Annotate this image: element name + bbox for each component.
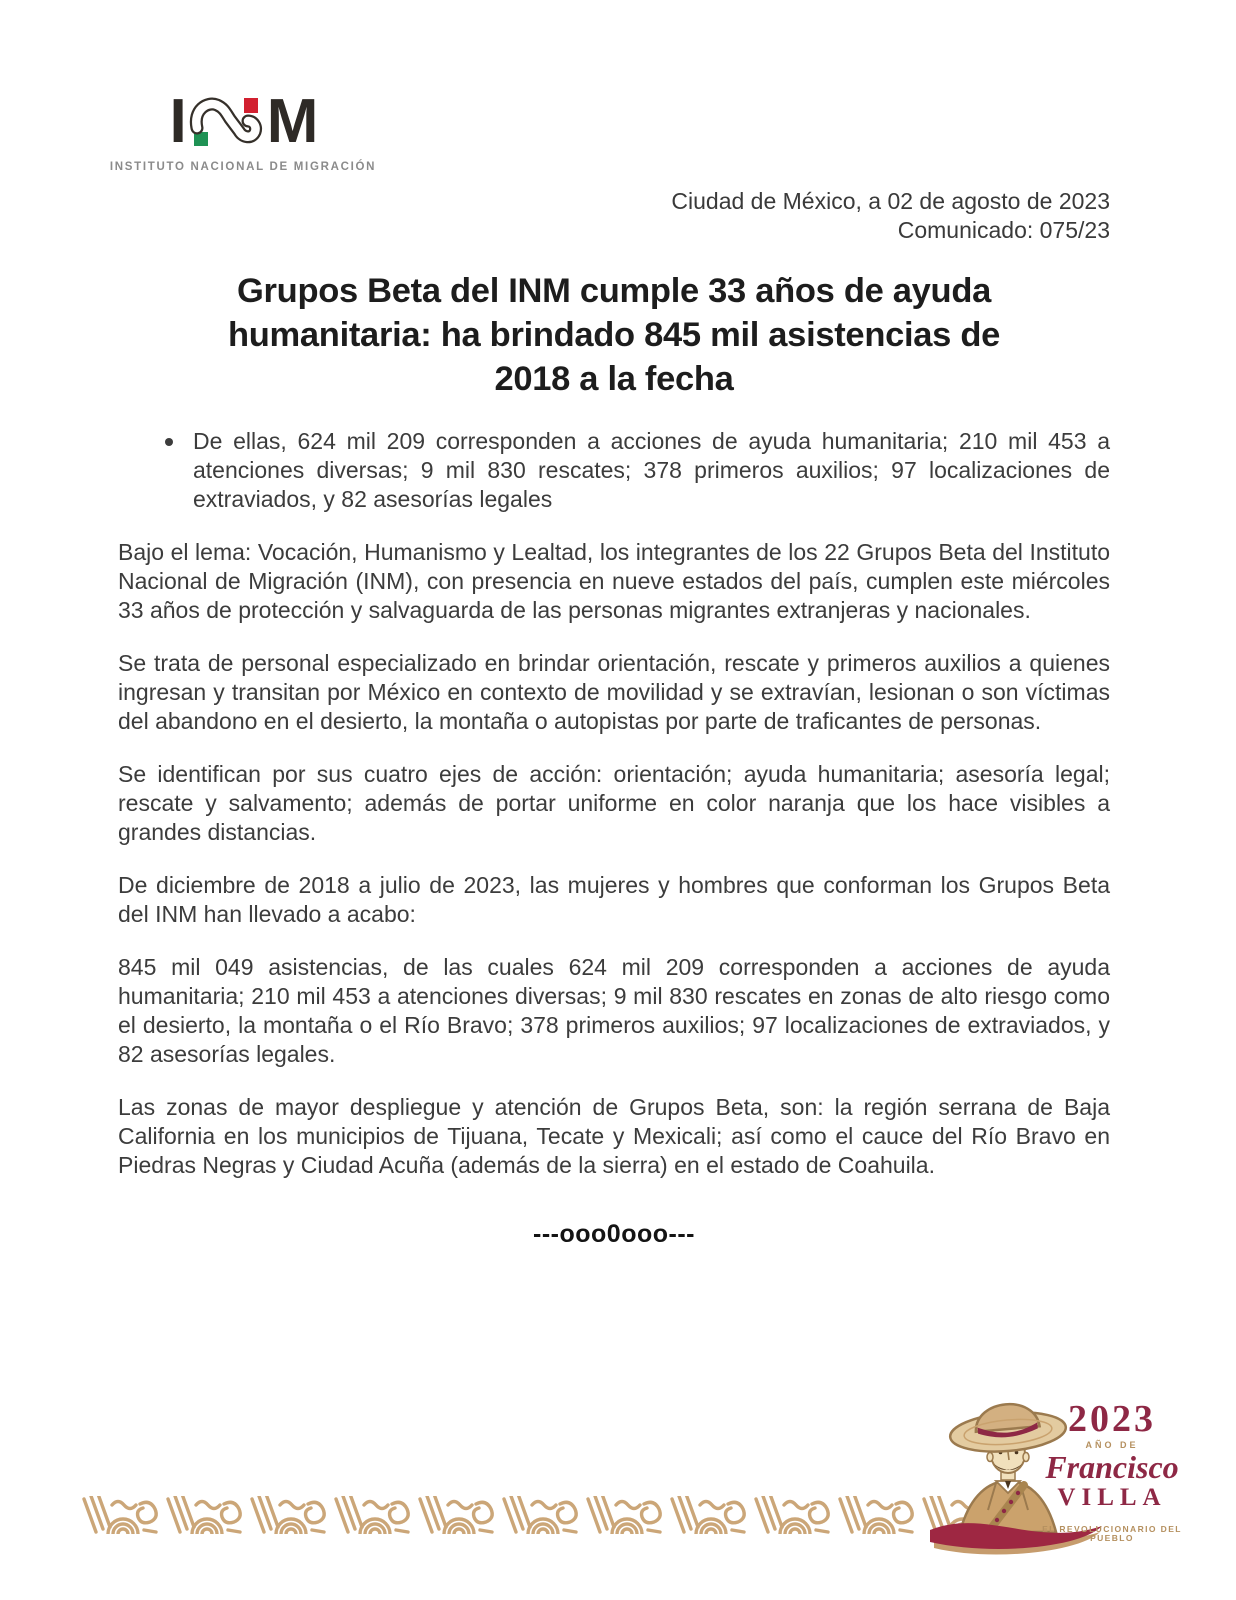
summary-bullet-text: De ellas, 624 mil 209 corresponden a acciones de ayuda humanitaria; 210 mil 453 a atenciones diversas; 9 mil 830 rescates; 378 primeros auxilios; 97 localizaciones de extraviados, y 82 asesorías legales <box>193 428 1110 512</box>
inm-logo <box>109 87 377 173</box>
decorative-band <box>78 1496 1008 1534</box>
page-title <box>118 269 1110 401</box>
villa-year: 2023 <box>1068 1398 1156 1440</box>
inm-logo-letters <box>169 87 317 156</box>
summary-bullet-item <box>165 427 1110 514</box>
francisco-villa-artwork <box>930 1380 1192 1562</box>
villa-last-name: VILLA <box>1057 1484 1167 1511</box>
body-paragraph-4: De diciembre de 2018 a julio de 2023, las mujeres y hombres que conforman los Grupos Beta del INM han llevado a acabo: <box>118 872 1110 927</box>
villa-first-name: Francisco <box>1045 1449 1179 1485</box>
body-paragraph-1: Bajo el lema: Vocación, Humanismo y Lealtad, los integrantes de los 22 Grupos Beta del Instituto Nacional de Migración (INM), con presencia en nueve estados del país, cumplen este miércoles 33 años de protección y salvaguarda de las personas migrantes extranjeras y nacionales. <box>118 539 1110 623</box>
inm-logo-n-glyph-icon <box>187 92 265 152</box>
page-title-line-3: 2018 a la fecha <box>494 360 734 398</box>
body-paragraph-6: Las zonas de mayor despliegue y atención de Grupos Beta, son: la región serrana de Baja California en los municipios de Tijuana, Tecate y Mexicali; así como el cauce del Río Bravo en Piedras Negras y Ciudad Acuña (además de la sierra) en el estado de Coahuila. <box>118 1094 1110 1178</box>
dateline-block <box>118 187 1110 245</box>
page-title-line-2: humanitaria: ha brindado 845 mil asistencias de <box>228 316 1000 354</box>
summary-bullet-list <box>118 427 1110 514</box>
body-paragraph-5: 845 mil 049 asistencias, de las cuales 624 mil 209 corresponden a acciones de ayuda humanitaria; 210 mil 453 a atenciones diversas; 9 mil 830 rescates en zonas de alto riesgo como el desierto, la montaña o el Río Bravo; 378 primeros auxilios; 97 localizaciones de extraviados, y 82 asesorías legales. <box>118 954 1110 1067</box>
document-content <box>0 87 1236 1249</box>
dateline-bulletin-number: Comunicado: 075/23 <box>897 217 1110 243</box>
villa-year-label: AÑO DE <box>1085 1440 1139 1450</box>
villa-tagline: EL REVOLUCIONARIO DEL PUEBLO <box>1042 1524 1182 1543</box>
dateline-city-date: Ciudad de México, a 02 de agosto de 2023 <box>671 188 1110 214</box>
bullet-dot-icon <box>165 438 173 446</box>
body-paragraph-2: Se trata de personal especializado en brindar orientación, rescate y primeros auxilios a quienes ingresan y transitan por México en contexto de movilidad y se extravían, lesionan o son víctimas del abandono en el desierto, la montaña o autopistas por parte de traficantes de personas. <box>118 650 1110 734</box>
villa-text-block <box>1036 1400 1188 1542</box>
page-title-line-1: Grupos Beta del INM cumple 33 años de ayuda <box>237 272 991 310</box>
inm-logo-letter-i: I <box>169 87 185 156</box>
end-separator: ---ooo0ooo--- <box>533 1220 695 1248</box>
body-paragraph-3: Se identifican por sus cuatro ejes de acción: orientación; ayuda humanitaria; asesoría legal; rescate y salvamento; además de portar uniforme en color naranja que los hace visibles a grandes distancias. <box>118 761 1110 845</box>
inm-logo-letter-m: M <box>266 87 317 156</box>
inm-logo-subtitle: INSTITUTO NACIONAL DE MIGRACIÓN <box>109 161 377 173</box>
